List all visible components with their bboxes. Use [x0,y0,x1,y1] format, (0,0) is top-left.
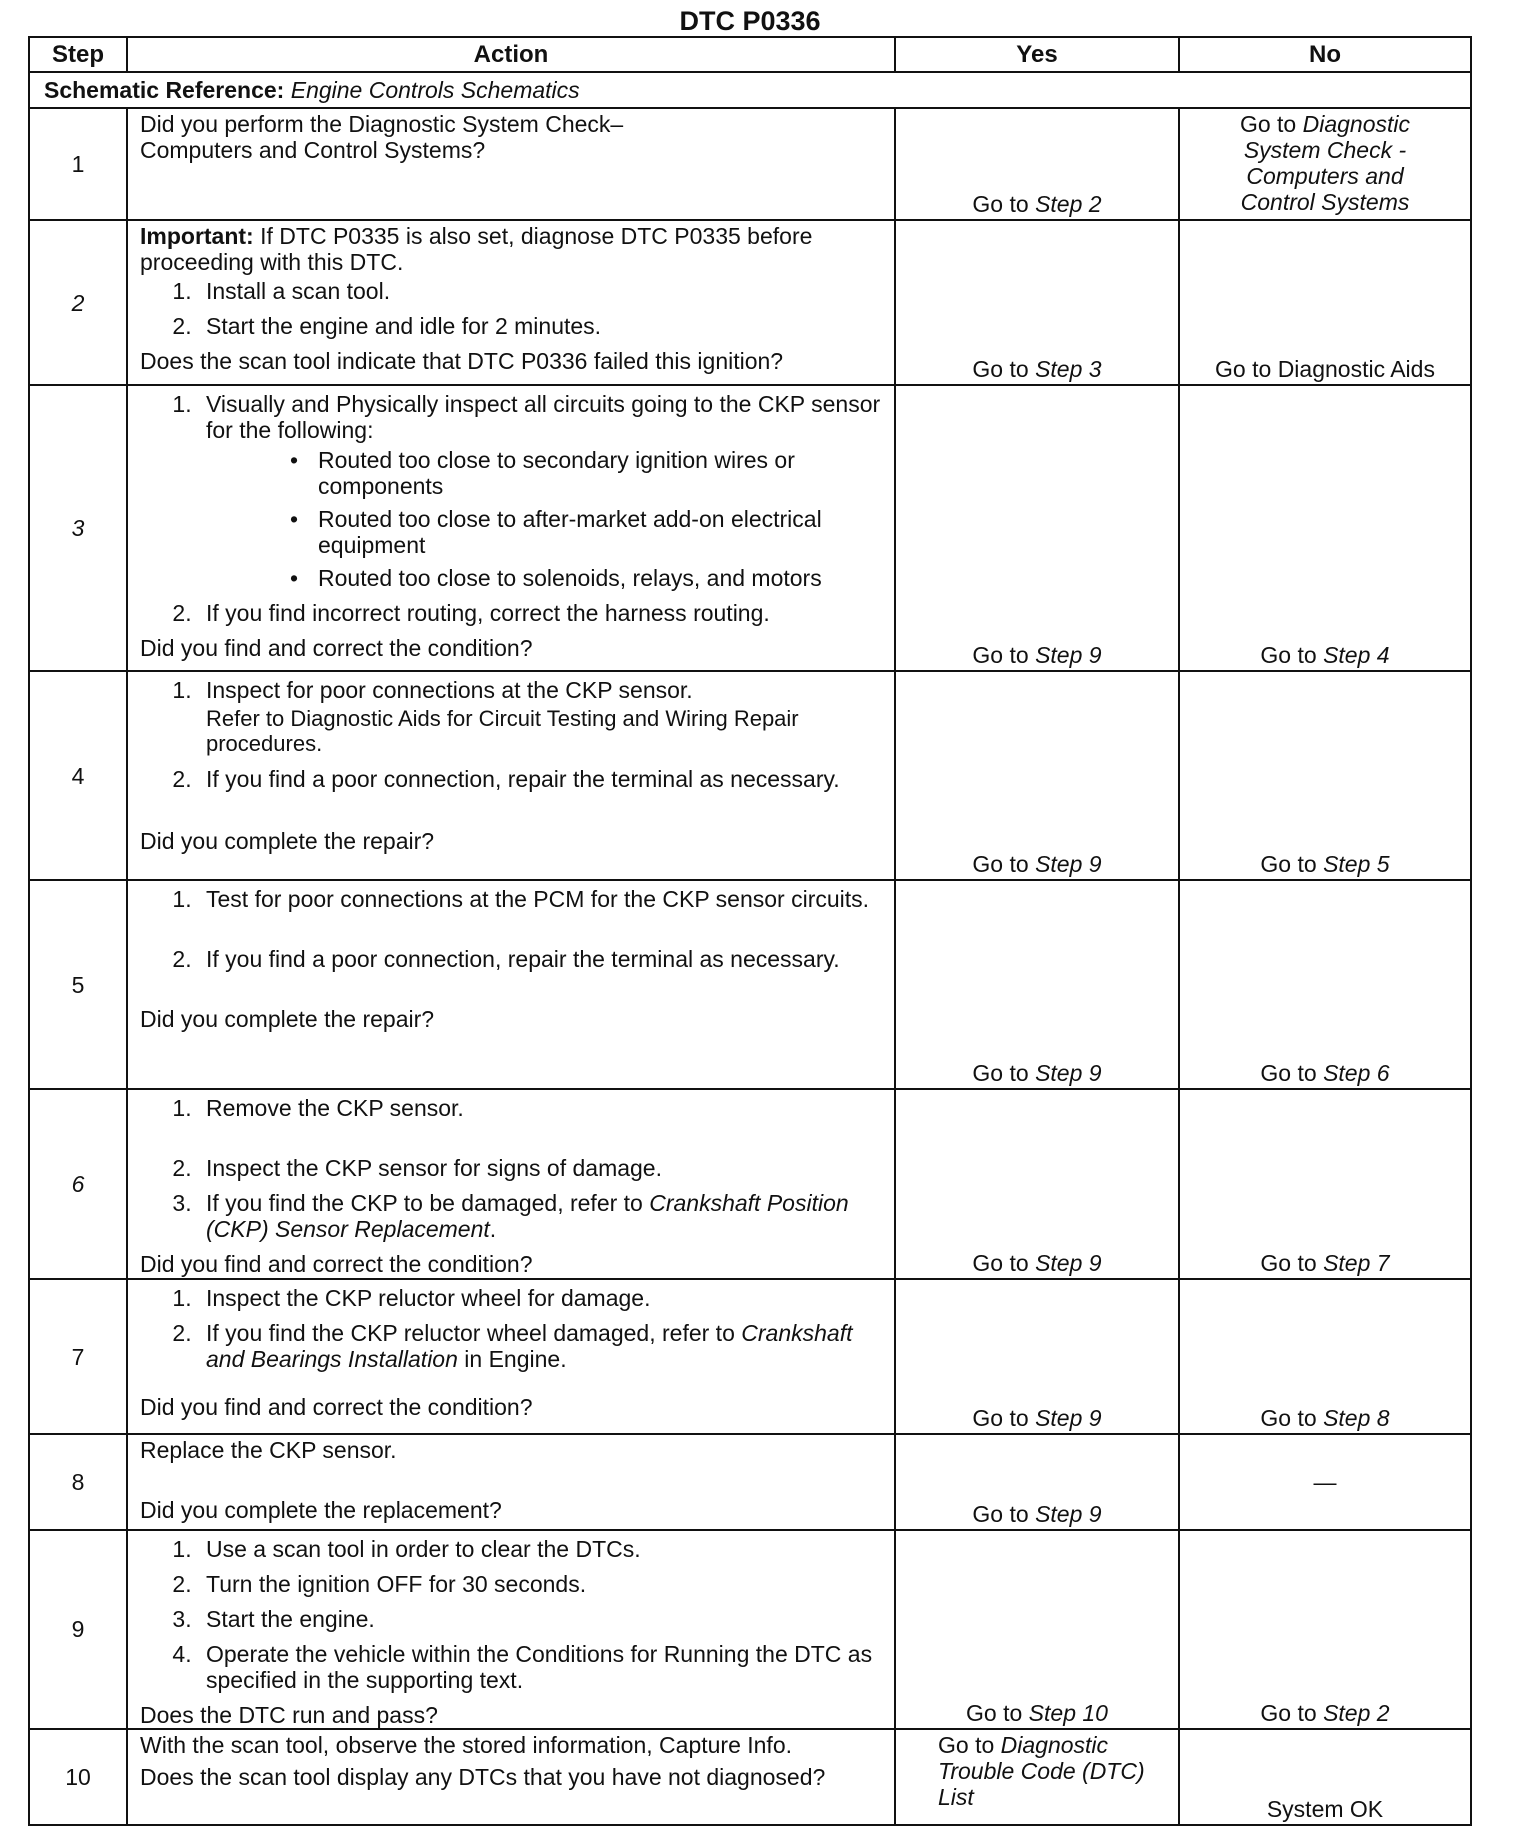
list-item: 2. Start the engine and idle for 2 minutes. [198,313,884,339]
step-word: Step [1323,1250,1371,1277]
step-question: Did you complete the repair? [140,827,435,854]
table-row [29,1729,1471,1825]
step-number: 8 [29,1434,127,1530]
yes-answer[interactable] [895,1279,1179,1434]
step-question: Did you perform the Diagnostic System Check–Computers and Control Systems? [140,111,624,163]
diagnostic-table [28,36,1472,1826]
no-answer[interactable] [1179,1279,1471,1434]
step-word: Step [1035,1501,1083,1528]
list-item-text: in Engine. [464,1345,567,1372]
go-to-label: Go to [972,642,1029,669]
go-to-label: Go to [972,851,1029,878]
step-number: 3 [29,385,127,671]
table-row [29,880,1471,1089]
step-action [127,1729,895,1825]
table-row [29,385,1471,671]
no-target: 2 [1376,1699,1390,1726]
yes-answer[interactable] [895,1530,1179,1729]
yes-answer[interactable] [895,108,1179,220]
list-item: 1. Inspect the CKP reluctor wheel for damage. [198,1285,884,1311]
header-no: No [1179,37,1471,72]
no-answer[interactable] [1179,1530,1471,1729]
list-item: 1. Install a scan tool. [198,278,884,304]
important-text: If DTC P0335 is also set, diagnose DTC P0335 before proceeding with this DTC. [140,223,813,275]
yes-target: 3 [1088,356,1102,383]
list-item: 3. Start the engine. [198,1606,884,1632]
header-step: Step [29,37,127,72]
schematic-reference [29,72,1471,108]
reference-link[interactable]: Crankshaft Position (CKP) Sensor Replacement [206,1189,849,1242]
no-answer: — [1179,1434,1471,1530]
step-number: 2 [29,220,127,385]
list-item-text: Inspect for poor connections at the CKP sensor. [206,677,693,703]
step-number: 7 [29,1279,127,1434]
step-question: Does the scan tool indicate that DTC P0336 failed this ignition? [140,347,784,374]
go-to-label: Go to [1239,111,1297,137]
yes-target: 9 [1088,1250,1102,1277]
list-item: 1. Use a scan tool in order to clear the DTCs. [198,1536,884,1562]
step-word: Step [1035,356,1083,383]
list-item-text: If you find the CKP to be damaged, refer to [206,1189,643,1216]
step-word: Step [1028,1699,1076,1726]
step-instruction: With the scan tool, observe the stored information, Capture Info. [140,1731,793,1758]
go-to-label: Go to [972,1250,1029,1277]
important-note [140,223,884,275]
step-action [127,1089,895,1279]
step-number: 5 [29,880,127,1089]
go-to-label: Go to [1260,1060,1317,1087]
no-answer[interactable] [1179,385,1471,671]
list-item: 2. Inspect the CKP sensor for signs of damage. [198,1155,884,1181]
table-row [29,1089,1471,1279]
go-to-label: Go to [972,1405,1029,1432]
go-to-label: Go to [1260,1405,1317,1432]
yes-answer[interactable] [895,1729,1179,1825]
no-answer[interactable] [1179,108,1471,220]
schematic-reference-row [29,72,1471,108]
table-row [29,1279,1471,1434]
step-word: Step [1035,1405,1083,1432]
list-item [198,677,884,757]
step-number: 4 [29,671,127,880]
list-item: 4. Operate the vehicle within the Conditions for Running the DTC as specified in the supporting text. [198,1641,884,1693]
step-question: Did you find and correct the condition? [140,634,533,661]
step-word: Step [1035,1250,1083,1277]
schematic-reference-link[interactable]: Engine Controls Schematics [290,77,580,103]
yes-answer[interactable] [895,880,1179,1089]
step-number: 10 [29,1729,127,1825]
list-item: 2. Turn the ignition OFF for 30 seconds. [198,1571,884,1597]
header-action: Action [127,37,895,72]
step-question: Did you complete the replacement? [140,1496,502,1523]
step-word: Step [1323,1699,1371,1726]
yes-target: 9 [1088,851,1102,878]
yes-target: 9 [1088,1405,1102,1432]
go-to-label: Go to [1260,1699,1317,1726]
table-row [29,1434,1471,1530]
list-item: 1. Remove the CKP sensor. [198,1095,884,1121]
table-row [29,108,1471,220]
yes-answer[interactable] [895,385,1179,671]
bullet-item: • Routed too close to after-market add-on electrical equipment [310,506,884,558]
no-target: 4 [1376,642,1390,669]
step-action [127,220,895,385]
reference-link[interactable]: Crankshaft and Bearings Installation [206,1319,853,1372]
step-word: Step [1323,851,1371,878]
yes-target: 9 [1088,1501,1102,1528]
table-row [29,1530,1471,1729]
step-word: Step [1323,1405,1371,1432]
step-action [127,1530,895,1729]
schematic-reference-label: Schematic Reference: [44,77,285,103]
go-to-label: Go to [1260,851,1317,878]
step-question: Did you complete the repair? [140,1005,435,1032]
list-item: 2. If you find a poor connection, repair the terminal as necessary. [198,946,884,972]
step-question: Does the DTC run and pass? [140,1701,438,1728]
list-item [198,1320,884,1372]
step-action [127,1279,895,1434]
step-action [127,1434,895,1530]
yes-answer[interactable] [895,671,1179,880]
no-target: 8 [1376,1405,1390,1432]
step-question: Does the scan tool display any DTCs that you have not diagnosed? [140,1763,826,1790]
bullet-item: • Routed too close to solenoids, relays, and motors [310,565,884,591]
header-yes: Yes [895,37,1179,72]
step-action [127,880,895,1089]
step-word: Step [1035,851,1083,878]
list-item-note: Refer to Diagnostic Aids for Circuit Testing and Wiring Repair procedures. [206,705,799,756]
step-action [127,671,895,880]
no-answer[interactable] [1179,671,1471,880]
no-answer[interactable] [1179,880,1471,1089]
no-answer[interactable] [1179,1089,1471,1279]
step-word: Step [1323,642,1371,669]
yes-answer[interactable] [895,1089,1179,1279]
important-label: Important: [140,223,254,249]
go-to-label: Go to [938,1731,995,1758]
step-number: 9 [29,1530,127,1729]
table-row [29,671,1471,880]
header-row [29,37,1471,72]
yes-target: 2 [1088,191,1102,218]
list-item: 2. If you find incorrect routing, correct the harness routing. [198,600,884,626]
go-to-label: Go to [972,1060,1029,1087]
yes-target: 10 [1082,1699,1108,1726]
list-item-text: Visually and Physically inspect all circuits going to the CKP sensor for the following: [206,391,881,443]
yes-target: 9 [1088,642,1102,669]
list-item [198,1190,884,1242]
go-to-label: Go to [1260,1250,1317,1277]
go-to-label: Go to [972,191,1029,218]
yes-target: Diagnostic Trouble Code (DTC) List [938,1731,1145,1810]
list-item: 1. Test for poor connections at the PCM for the CKP sensor circuits. [198,886,884,912]
no-target: 7 [1376,1250,1390,1277]
go-to-label: Go to [1260,642,1317,669]
list-item [198,391,884,591]
yes-target: 9 [1088,1060,1102,1087]
go-to-label: Go to [972,1501,1029,1528]
table-row [29,220,1471,385]
list-item-text: . [489,1215,497,1242]
step-word: Step [1035,642,1083,669]
list-item-text: If you find the CKP reluctor wheel damaged, refer to [206,1319,735,1346]
list-item: 2. If you find a poor connection, repair the terminal as necessary. [198,766,884,792]
no-target: 6 [1376,1060,1390,1087]
yes-answer[interactable] [895,220,1179,385]
no-target: Diagnostic System Check - Computers and Control Systems [1240,111,1411,215]
bullet-item: • Routed too close to secondary ignition wires or components [310,447,884,499]
step-word: Step [1035,191,1083,218]
step-instruction: Replace the CKP sensor. [140,1437,397,1463]
yes-answer[interactable] [895,1434,1179,1530]
no-answer[interactable]: Go to Diagnostic Aids [1179,220,1471,385]
step-number: 6 [29,1089,127,1279]
step-word: Step [1323,1060,1371,1087]
step-question: Did you find and correct the condition? [140,1250,533,1277]
go-to-label: Go to [966,1699,1023,1726]
no-answer[interactable]: System OK [1179,1729,1471,1825]
step-word: Step [1035,1060,1083,1087]
go-to-label: Go to [972,356,1029,383]
no-target: 5 [1376,851,1390,878]
step-action [127,385,895,671]
page-title: DTC P0336 [679,6,821,36]
step-question: Did you find and correct the condition? [140,1393,533,1420]
step-action [127,108,895,220]
step-number: 1 [29,108,127,220]
